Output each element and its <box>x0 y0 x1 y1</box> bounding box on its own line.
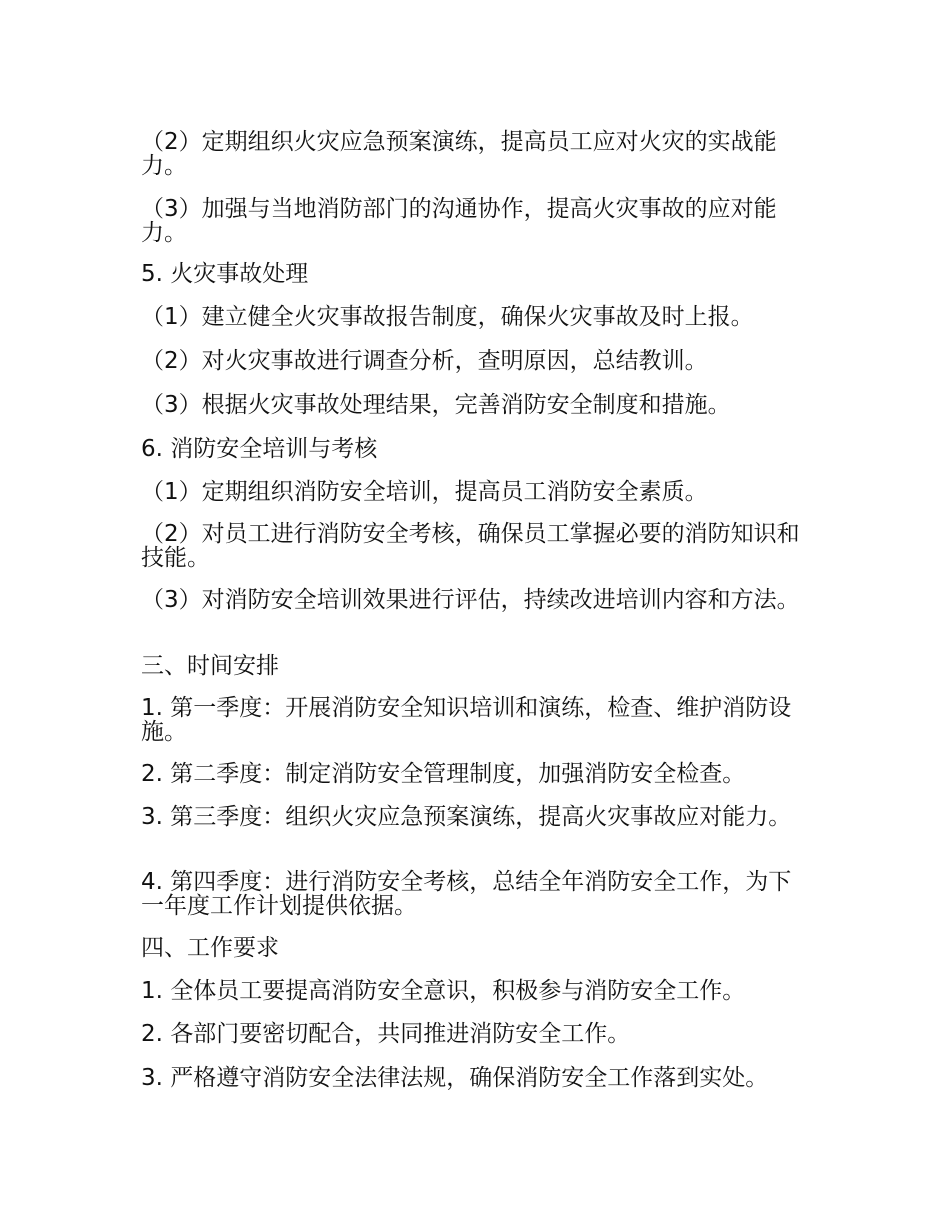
requirement-1: 1. 全体员工要提高消防安全意识，积极参与消防安全工作。 <box>141 978 746 1004</box>
paragraph-2-drill: （2）定期组织火灾应急预案演练，提高员工应对火灾的实战能力。 <box>141 129 777 179</box>
paragraph-5-2: （2）对火灾事故进行调查分析，查明原因，总结教训。 <box>141 348 708 374</box>
schedule-q1: 1. 第一季度：开展消防安全知识培训和演练，检查、维护消防设施。 <box>141 695 792 745</box>
schedule-q3: 3. 第三季度：组织火灾应急预案演练，提高火灾事故应对能力。 <box>141 804 792 830</box>
requirement-3: 3. 严格遵守消防安全法律法规，确保消防安全工作落到实处。 <box>141 1065 769 1091</box>
paragraph-5-3: （3）根据火灾事故处理结果，完善消防安全制度和措施。 <box>141 392 731 418</box>
schedule-q2: 2. 第二季度：制定消防安全管理制度，加强消防安全检查。 <box>141 761 746 787</box>
section-heading-5: 5. 火灾事故处理 <box>141 261 309 287</box>
requirement-2: 2. 各部门要密切配合，共同推进消防安全工作。 <box>141 1021 631 1047</box>
paragraph-3-cooperation: （3）加强与当地消防部门的沟通协作，提高火灾事故的应对能力。 <box>141 196 777 246</box>
paragraph-6-2: （2）对员工进行消防安全考核，确保员工掌握必要的消防知识和技能。 <box>141 521 800 571</box>
paragraph-6-3: （3）对消防安全培训效果进行评估，持续改进培训内容和方法。 <box>141 587 800 613</box>
paragraph-5-1: （1）建立健全火灾事故报告制度，确保火灾事故及时上报。 <box>141 304 754 330</box>
schedule-q4: 4. 第四季度：进行消防安全考核，总结全年消防安全工作，为下一年度工作计划提供依据。 <box>141 869 792 919</box>
section-heading-6: 6. 消防安全培训与考核 <box>141 436 378 462</box>
heading-time-schedule: 三、时间安排 <box>141 653 279 679</box>
paragraph-6-1: （1）定期组织消防安全培训，提高员工消防安全素质。 <box>141 479 708 505</box>
heading-work-requirements: 四、工作要求 <box>141 935 279 961</box>
